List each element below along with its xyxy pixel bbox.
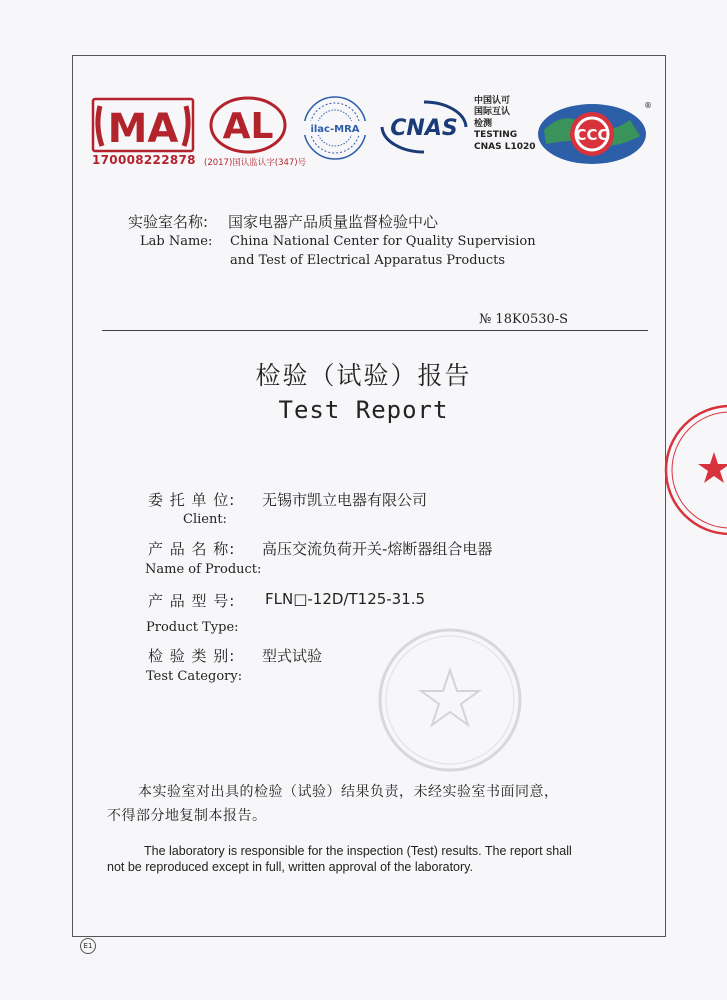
lab-name-en-line1: China National Center for Quality Supervision xyxy=(230,234,536,249)
lab-name-en-line2: and Test of Electrical Apparatus Products xyxy=(230,253,506,268)
divider xyxy=(102,330,648,331)
red-seal xyxy=(660,400,727,540)
statement-en-line2: not be reproduced except in full, written approval of the laboratory. xyxy=(107,860,473,874)
statement-cn-line2: 不得部分地复制本报告。 xyxy=(107,808,267,824)
cnas-text xyxy=(474,96,536,153)
client-label-en: Client: xyxy=(183,512,227,527)
cnas-line: 中国认可 xyxy=(474,96,511,106)
svg-text:MA: MA xyxy=(107,106,179,152)
cnas-line: TESTING xyxy=(474,130,518,141)
footer-mark: E1 xyxy=(80,938,96,954)
test-category-label-cn: 检 验 类 别: xyxy=(148,647,236,665)
svg-text:CNAS: CNAS xyxy=(390,116,458,141)
cnas-line: 检测 xyxy=(474,118,493,129)
cnas-line: CNAS L1020 xyxy=(474,141,536,152)
lab-name-label-en: Lab Name: xyxy=(140,234,213,249)
svg-text:®: ® xyxy=(644,101,652,110)
product-type-label-cn: 产 品 型 号: xyxy=(148,592,236,610)
product-name-label-cn: 产 品 名 称: xyxy=(148,540,236,558)
cma-logo xyxy=(92,96,194,156)
svg-text:ilac-MRA: ilac-MRA xyxy=(310,124,360,135)
cal-logo xyxy=(208,96,288,156)
product-name-value: 高压交流负荷开关-熔断器组合电器 xyxy=(262,540,493,558)
cal-number: (2017)国认监认字(347)号 xyxy=(204,158,307,168)
client-value: 无锡市凯立电器有限公司 xyxy=(262,491,428,509)
statement-cn-line1: 本实验室对出具的检验（试验）结果负责，未经实验室书面同意， xyxy=(138,784,559,800)
statement-en-line1: The laboratory is responsible for the inspection (Test) results. The report shall xyxy=(144,844,572,858)
cnas-logo xyxy=(380,100,468,154)
test-category-value: 型式试验 xyxy=(262,647,323,665)
cnas-line: 国际互认 xyxy=(474,107,511,118)
ccc-logo xyxy=(534,100,650,166)
lab-name-cn: 国家电器产品质量监督检验中心 xyxy=(228,213,439,231)
product-type-value: FLN□-12D/T125-31.5 xyxy=(265,590,426,608)
product-type-label-en: Product Type: xyxy=(146,620,239,635)
svg-text:AL: AL xyxy=(222,106,274,147)
lab-name-label-cn: 实验室名称: xyxy=(128,213,209,231)
svg-text:CCC: CCC xyxy=(575,126,609,144)
product-name-label-en: Name of Product: xyxy=(145,562,262,577)
official-seal xyxy=(375,625,525,775)
cma-number: 170008222878 xyxy=(92,153,196,167)
ilac-mra-logo xyxy=(300,95,370,161)
client-label-cn: 委 托 单 位: xyxy=(148,491,236,509)
report-number: № 18K0530-S xyxy=(479,312,569,327)
title-en: Test Report xyxy=(278,396,449,424)
title-cn: 检验（试验）报告 xyxy=(255,361,472,390)
test-category-label-en: Test Category: xyxy=(146,669,243,684)
